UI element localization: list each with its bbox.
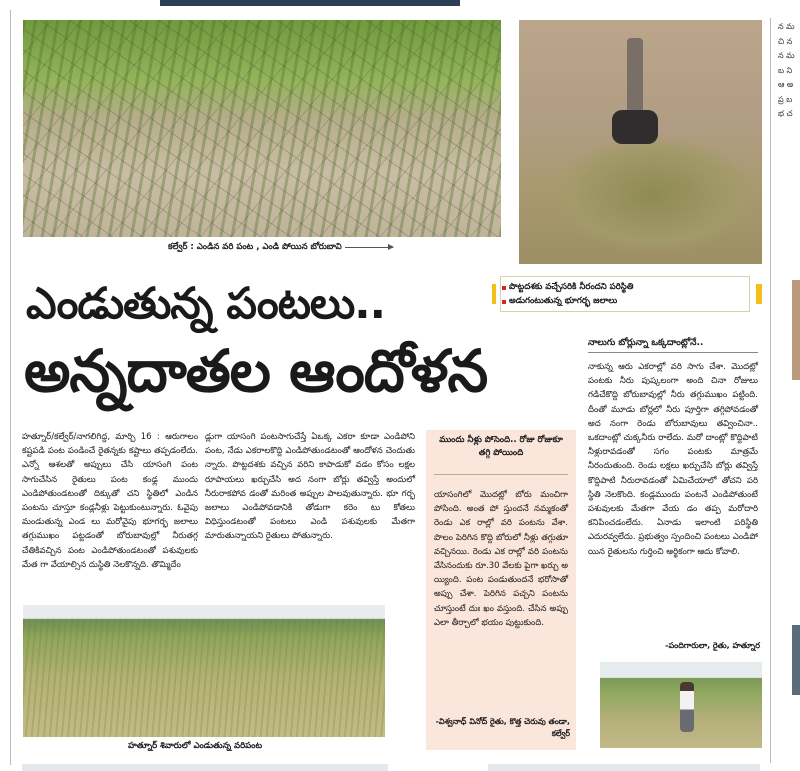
callout-item: అడుగంటుతున్న భూగర్భ జలాలు [509, 296, 618, 306]
column-rule-left [10, 10, 11, 765]
right-column-heading: నాలుగు బోర్లున్నా ఒక్కదాంట్లోనే.. [588, 338, 704, 348]
farmer-quote-sidebar [426, 430, 576, 750]
callout-accent-left [492, 284, 496, 304]
bottom-photo-caption: హత్నూర్‌ శివారులో ఎండుతున్న వరిపంట [128, 741, 263, 751]
arrow-right-icon [345, 247, 393, 248]
adjacent-article-text: న మ చి న న మ బ ని ఆ అ ప్ర బ భ చ [778, 22, 795, 118]
headline-line-2: అన్నదాతల ఆందోళన [24, 337, 488, 405]
right-column-signature: -పందిగారులా, రైతు, హత్నూర [665, 641, 760, 650]
sidebar-signature: -విశ్వనాధ్‌ వినోద్‌ రైతు, కొత్త చెరువు తండా, కల్వేర్‌ [435, 717, 570, 738]
callout-item: పొట్టదశకు వచ్చేసరికి నీరందని పరిస్థితి [509, 282, 634, 292]
top-photo-caption: కల్వేర్‌ : ఎండిన వరి పంట , ఎండి పోయిన బోరుబావి [168, 242, 342, 252]
highlight-callout [492, 276, 754, 312]
column-rule-right [770, 18, 771, 763]
sidebar-heading: ముందు నీళ్లు పోసెంది.. రోజు రోజుకూ తగ్గి పోయింది [439, 435, 563, 458]
drying-crop-field-photo [23, 605, 385, 737]
dried-borewell-photo [519, 20, 762, 264]
right-column-body: నాకున్న ఆరు ఎకరాల్లో వరి సాగు చేశా. మొదట్లో పంటకు నీరు పుష్కలంగా అంది చినా రోజులు గడిచేకొద్ది బోరుబావుల్లో నీరు తగ్గుముఖం పట్టింది. దీంతో మూడు బోర్లలో నీరు పూర్తిగా తగ్గిపోవడంతో అద నంగా రెండు బోరుబావులు తవ్వించినా.. ఒకదాంట్లో చుక్కనీరు రాలేదు. మరో దాంట్లో కొద్దిపాటి నీళ్లురావడంతో సగం పంటకు మాత్రమే నీరందుతుంది. రెండు లక్షలు ఖర్చుచేసి బోర్లు తవ్విస్తే కొద్దిపాటి నీరురావడంతో ఏమిచేయాలో తోచని పరి స్థితి నెలకొంది. కండ్లముందు పంటనే ఎండిపోతుంటే పశువులకు మేతగా వేయ డం తప్ప మరోదారి కనిపించడంలేదు. ఏనాడు ఇలాంటి పరిస్థితి ఎదురవ్వలేదు. ప్రభుత్వం స్పందించి పంటలు ఎండిపో యిన రైతులను గుర్తించి ఆర్థికంగా ఆదు కోవాలి. [588, 362, 758, 557]
article-column-1: హత్నూర్‌/కల్వేర్‌/నాగలిగిద్ద, మార్చి 16 : ఆరుగాలం కష్టపడి పంట పండించే రైతన్నకు కష్టాలు తప్పడంలేదు. ఎన్నో ఆశలతో అప్పులు చేసి యాసంగి పంట సాగుచేసిన రైతులు పంట కంఢ్ల ముందు ఎండిపోతుండటంతో దిక్కుతో చని స్థితిలో ఎండిన పంటను చూస్తూ కండ్లనీళ్లు పెట్టుకుంటున్నారు. ఓవైపు మండుతున్న ఎండ లు మరోవైపు భూగర్భ జలాలు తగ్గుముఖం పట్టడంతో బోరుబావుల్లో నీరుతగ్గ చేతికివచ్చిన పంట ఎండిపోతుండటంతో పశువులకు మేత గా వేయాల్సిన దుస్థితి నెలకొన్నది. తొమ్మిదేం [22, 432, 198, 570]
farmer-in-field-photo [600, 662, 762, 748]
dry-grass [559, 140, 749, 250]
sidebar-divider [434, 474, 568, 475]
page-header-bar [160, 0, 460, 6]
bottom-strip-left [22, 764, 388, 771]
farmer-figure [680, 682, 694, 732]
headline-line-1: ఎండుతున్న పంటలు.. [26, 279, 385, 329]
right-column-divider [588, 352, 758, 353]
crop-texture [23, 619, 385, 737]
callout-accent-right [756, 284, 762, 304]
callout-box [500, 276, 750, 312]
sidebar-body: యాసంగిలో మొదట్లో బోరు మంచిగా పోసింది. అంత పో స్తుందనే నమ్మకంతో రెండు ఎక రాల్లో వరి పంటను వేశా. పొలం పెరిగిన కొద్ది బోరులో నీళ్లు తగ్గుతూ వచ్చినయి. రెండు ఎక రాల్లో వరి పంటను వేసినందుకు రూ.30 వేలకు పైగా ఖర్చు అ య్యింది. పంట పండుతుందనే భరోసాతో అప్పు చేశా. పెరిగిన పచ్చని పంటను చూస్తుంటే దుః ఖం వస్తుంది. చేసిన అప్పు ఎలా తీర్చాలో భయం పుట్టుకుంది. [434, 490, 568, 628]
article-column-2: డ్లుగా యాసంగి పంటసాగుచేస్తే ఏఒక్క ఎకరా కూడా ఎండిపోని పంట, నేడు ఎకరాలకొద్ది ఎండిపోతుండటంతో ఆందోళన చెందుతు న్నారు. పొట్టదశకు వచ్చిన వరిని కాపాడుకో వడం కోసం లక్షల రూపాయలు ఖర్చుచేసి అద నంగా బోర్లు తవ్విస్తే అందులో నీరురాకపోవ డంతో మరింత అప్పుల పాలవుతున్నారు. భూ గర్భ జలాలు ఎండిపోవడానికి తోడుగా కరెం టు కోతలు విధిస్తుండటంతో పంటలు ఎండి పశువులకు మేతగా మారుతున్నాయని రైతులు పోతున్నారు. [205, 432, 415, 542]
pump-motor [612, 110, 658, 144]
bottom-strip-right [488, 764, 760, 771]
cracked-soil-texture [23, 20, 501, 237]
dried-paddy-field-photo [23, 20, 501, 237]
